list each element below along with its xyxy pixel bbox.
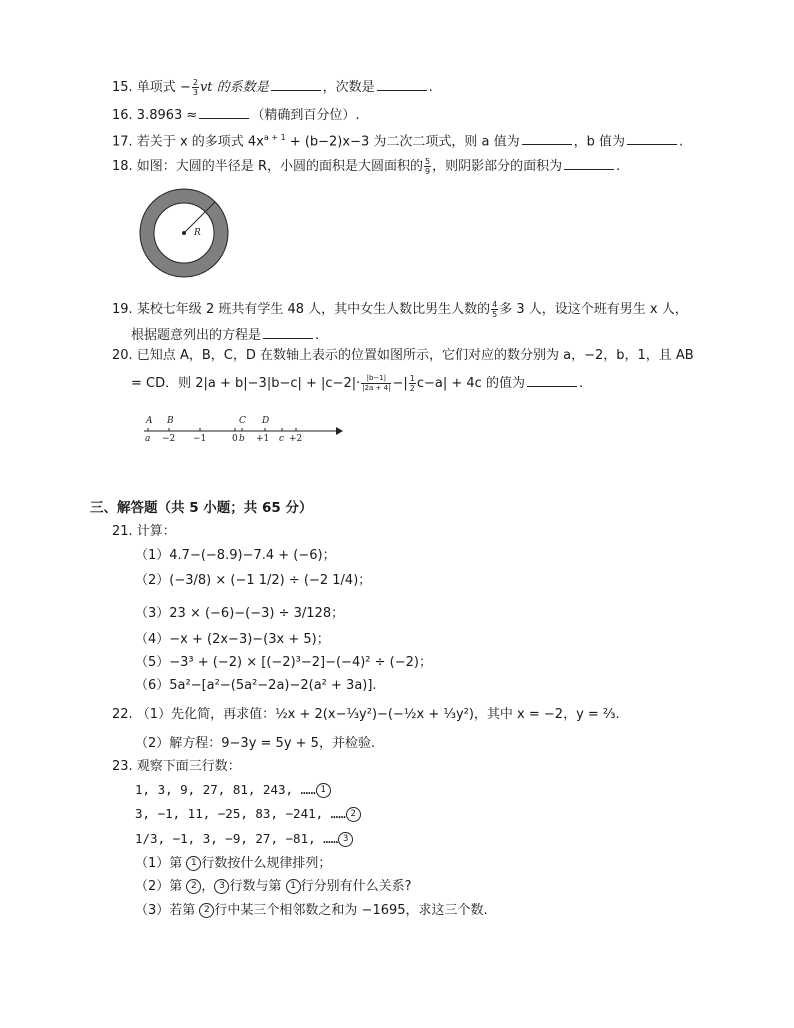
label-C: C (239, 416, 246, 426)
section-heading: 三、解答题（共 5 小题；共 65 分） (90, 500, 313, 516)
question-15: 15. 单项式 − $\frac{2}{3}$ vt 的系数是 ，次数是 . (112, 78, 433, 97)
circled-number: 2 (186, 879, 201, 894)
answer-blank[interactable] (527, 373, 577, 387)
question-17: 17. 若关于 x 的多项式 $4x^{a + 1} + (b-2)x-3$ 为二次二项式，则 a 值为 ，b 值为 . (112, 133, 684, 150)
q21-item-5: （5）−3³ + (−2) × [(−2)³−2]−(−4)² ÷ (−2)； (135, 655, 432, 670)
question-20-line2: = CD．则 2|a + b|−3|b−c| + |c−2|· $\frac{|b-1|}{|2a + 4|}$ −| $\frac{1}{2}$ c−a| + 4c 的值为 . (131, 374, 584, 393)
question-19: 19. 某校七年级 2 班共有学生 48 人，其中女生人数比男生人数的 $\frac{4}{5}$ 多 3 人，设这个班有男生 x 人， (112, 300, 688, 319)
radius-label: R (194, 228, 201, 238)
label-A: A (146, 416, 153, 426)
label-D: D (262, 416, 270, 426)
label-B: B (167, 416, 174, 426)
answer-blank[interactable] (377, 77, 427, 91)
circled-number: 3 (338, 832, 353, 847)
circled-number: 2 (346, 807, 361, 822)
question-18: 18. 如图：大圆的半径是 R，小圆的面积是大圆面积的 $\frac{5}{9}$ ，则阴影部分的面积为 . (112, 157, 621, 176)
fraction: $\frac{5}{9}$ (424, 157, 431, 176)
q23-sub-1: （1）第 1 行数按什么规律排列； (135, 856, 332, 871)
fraction: $\frac{4}{5}$ (492, 300, 498, 319)
label-0: 0 (232, 434, 238, 444)
answer-blank[interactable] (263, 325, 313, 339)
circled-number: 1 (286, 879, 301, 894)
q21-item-4: （4）−x + (2x−3)−(3x + 5)； (135, 632, 330, 647)
answer-blank[interactable] (564, 156, 614, 170)
answer-blank[interactable] (199, 105, 249, 119)
label-neg1: −1 (193, 434, 207, 444)
answer-blank[interactable] (627, 131, 677, 145)
annulus-figure (138, 187, 230, 279)
fraction: $\frac{1}{2}$ (409, 374, 415, 393)
question-16: 16. 3.8963 ≈ （精确到百分位）. (112, 105, 359, 125)
circled-number: 3 (214, 879, 229, 894)
question-20: 20. 已知点 A，B，C，D 在数轴上表示的位置如图所示，它们对应的数分别为 a，−2，b，1，且 AB (112, 348, 694, 363)
number-line (140, 410, 345, 448)
fraction: $\frac{|b-1|}{|2a + 4|}$ (362, 374, 391, 392)
label-c: c (279, 434, 285, 444)
circled-number: 1 (186, 856, 201, 871)
circled-number: 1 (316, 783, 331, 798)
question-22-part2: （2）解方程：9−3y = 5y + 5，并检验. (135, 736, 376, 751)
question-22-part1: 22. （1）先化简，再求值：½x + 2(x−⅓y²)−(−½x + ⅓y²)，其中 x = −2，y = ⅔. (112, 707, 620, 722)
center-dot (182, 231, 186, 235)
q23-row-2: 3, −1, 11, −25, 83, −241, …… 2 (135, 805, 361, 823)
q23-sub-2: （2）第 2 ， 3 行数与第 1 行分别有什么关系? (135, 879, 412, 894)
question-19-line2: 根据题意列出的方程是 . (131, 325, 319, 345)
label-a: a (145, 434, 151, 444)
question-23-title: 23. 观察下面三行数： (112, 759, 241, 774)
fraction: $\frac{2}{3}$ (192, 78, 198, 97)
label-2: +2 (289, 434, 303, 444)
label-neg2: −2 (162, 434, 176, 444)
answer-blank[interactable] (271, 77, 321, 91)
q23-sub-3: （3）若第 2 行中某三个相邻数之和为 −1695，求这三个数. (135, 903, 488, 918)
answer-blank[interactable] (522, 131, 572, 145)
q21-item-3: （3）23 × (−6)−(−3) ÷ 3/128； (135, 606, 345, 621)
q21-item-6: （6）5a²−[a²−(5a²−2a)−2(a² + 3a)]. (135, 678, 377, 693)
q21-item-1: （1）4.7−(−8.9)−7.4 + (−6)； (135, 548, 336, 563)
q23-row-3: 1/3, −1, 3, −9, 27, −81, …… 3 (135, 830, 353, 848)
arrow-icon (336, 427, 343, 435)
question-21-title: 21. 计算： (112, 524, 176, 539)
circled-number: 2 (199, 903, 214, 918)
label-b: b (239, 434, 245, 444)
label-1: +1 (256, 434, 270, 444)
q23-row-1: 1, 3, 9, 27, 81, 243, …… 1 (135, 781, 331, 799)
q21-item-2: （2）(−3/8) × (−1 1/2) ÷ (−2 1/4)； (135, 573, 372, 588)
